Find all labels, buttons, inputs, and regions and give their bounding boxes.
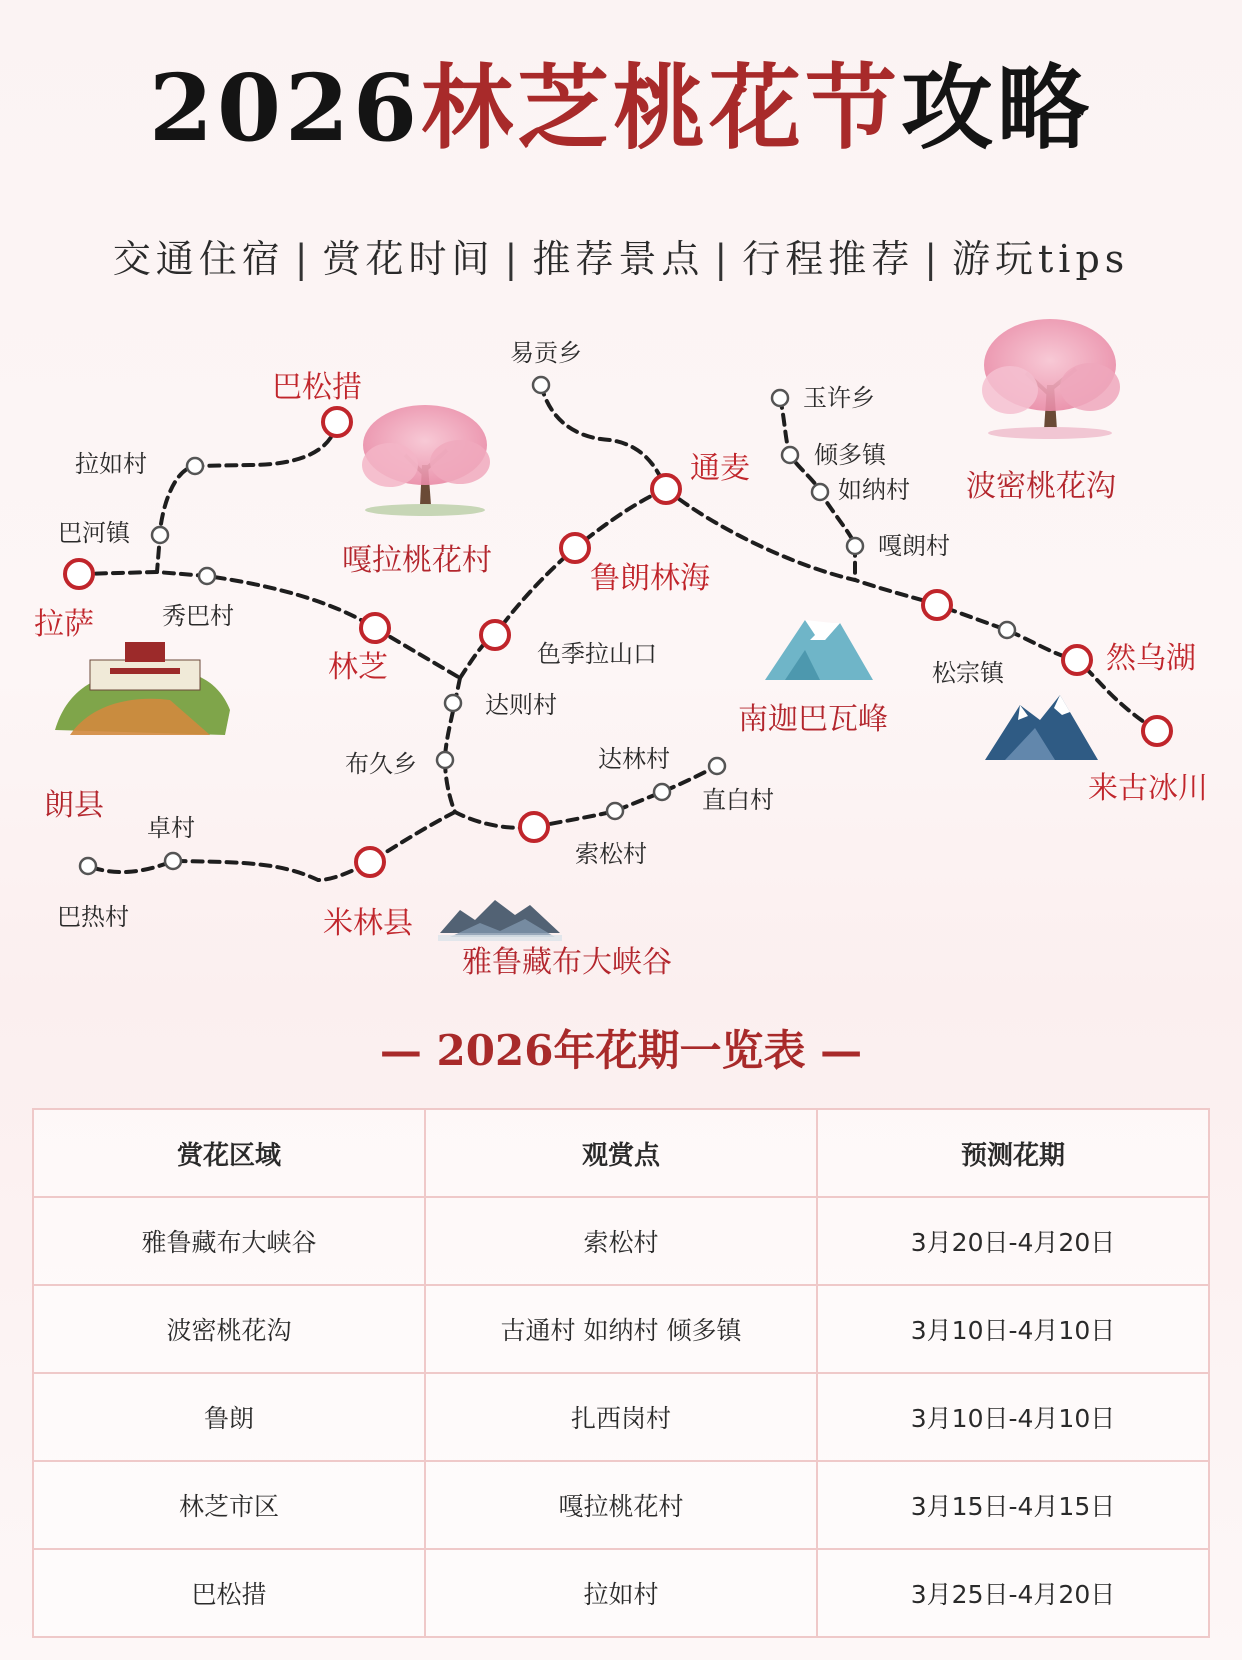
region-label-bomi: 波密桃花沟 — [966, 470, 1116, 503]
stop-marker-ranwu[interactable] — [1063, 646, 1091, 674]
subtitle-separator: | — [294, 237, 313, 281]
stop-label-galang: 嘎朗村 — [878, 533, 950, 560]
table-cell-spot: 扎西岗村 — [425, 1373, 817, 1461]
stop-marker-laru[interactable] — [187, 458, 203, 474]
bloom-table-heading — [0, 1018, 1242, 1078]
table-cell-spot: 古通村 如纳村 倾多镇 — [425, 1285, 817, 1373]
subtitle-separator: | — [714, 237, 733, 281]
heading-dash-right: — — [820, 1026, 863, 1075]
table-cell-period: 3月20日-4月20日 — [817, 1197, 1209, 1285]
snow-mountain-icon — [985, 695, 1098, 760]
table-header-row — [33, 1109, 1209, 1197]
peach-tree-icon — [982, 319, 1120, 439]
subtitle-item: 行程推荐 — [742, 237, 915, 281]
stop-label-songzong: 松宗镇 — [932, 660, 1004, 687]
stop-marker-zhuo[interactable] — [165, 853, 181, 869]
region-label-yarlung: 雅鲁藏布大峡谷 — [462, 946, 672, 979]
table-cell-period: 3月10日-4月10日 — [817, 1373, 1209, 1461]
table-cell-region: 林芝市区 — [33, 1461, 425, 1549]
stop-label-lulang: 鲁朗林海 — [590, 562, 710, 595]
stop-label-bahe: 巴河镇 — [58, 520, 130, 547]
stop-label-ranwu: 然乌湖 — [1106, 642, 1196, 675]
stop-marker-songzong[interactable] — [999, 622, 1015, 638]
stop-marker-zhibai-2[interactable] — [607, 803, 623, 819]
stop-marker-dalin[interactable] — [709, 758, 725, 774]
canyon-mountain-icon — [438, 900, 562, 941]
table-cell-period: 3月25日-4月20日 — [817, 1549, 1209, 1637]
subtitle-item: 推荐景点 — [532, 237, 705, 281]
column-header-period: 预测花期 — [817, 1109, 1209, 1197]
stop-marker-zhibai-1[interactable] — [654, 784, 670, 800]
stop-marker-runa[interactable] — [812, 484, 828, 500]
table-cell-spot: 拉如村 — [425, 1549, 817, 1637]
peach-tree-icon — [362, 405, 490, 516]
subtitle-separator: | — [504, 237, 523, 281]
stop-label-zhibai: 直白村 — [702, 787, 774, 814]
stop-marker-suosong[interactable] — [520, 813, 548, 841]
stop-label-laru: 拉如村 — [75, 451, 147, 478]
stop-label-lhasa: 拉萨 — [34, 608, 94, 641]
subtitle-item: 游玩tips — [952, 237, 1130, 281]
potala-palace-icon — [55, 642, 230, 735]
stop-marker-lhasa[interactable] — [65, 560, 93, 588]
subtitle-bar — [0, 228, 1242, 283]
stop-marker-yigong[interactable] — [533, 377, 549, 393]
stop-label-runa: 如纳村 — [838, 477, 910, 504]
stop-label-bujiu: 布久乡 — [345, 751, 417, 778]
stop-marker-daze[interactable] — [445, 695, 461, 711]
table-row — [33, 1549, 1209, 1637]
stop-marker-lulang[interactable] — [561, 534, 589, 562]
route-tongmai-laigu — [666, 489, 1157, 731]
route-basongcuo — [157, 422, 337, 572]
region-label-namjagbarwa: 南迦巴瓦峰 — [738, 703, 888, 736]
table-cell-period: 3月10日-4月10日 — [817, 1285, 1209, 1373]
table-cell-region: 波密桃花沟 — [33, 1285, 425, 1373]
table-cell-region: 巴松措 — [33, 1549, 425, 1637]
stop-marker-bujiu[interactable] — [437, 752, 453, 768]
heading-text: 2026年花期一览表 — [436, 1026, 806, 1075]
stop-label-xiuba: 秀巴村 — [162, 603, 234, 630]
subtitle-item: 赏花时间 — [322, 237, 495, 281]
stop-label-linzhi: 林芝 — [328, 651, 388, 684]
stop-marker-sejila[interactable] — [481, 621, 509, 649]
heading-dash-left: — — [379, 1026, 422, 1075]
stop-marker-galang[interactable] — [847, 538, 863, 554]
stop-label-sejila: 色季拉山口 — [537, 641, 657, 668]
stop-label-suosong: 索松村 — [575, 841, 647, 868]
title-guide: 攻略 — [901, 54, 1094, 162]
table-cell-spot: 索松村 — [425, 1197, 817, 1285]
table-row — [33, 1373, 1209, 1461]
table-cell-spot: 嘎拉桃花村 — [425, 1461, 817, 1549]
stop-marker-xiuba[interactable] — [199, 568, 215, 584]
stop-marker-linzhi[interactable] — [361, 614, 389, 642]
region-label-langxian: 朗县 — [44, 789, 104, 822]
title-year: 2026 — [148, 54, 422, 162]
stop-marker-tongmai[interactable] — [652, 475, 680, 503]
snow-mountain-icon — [765, 620, 873, 680]
stop-label-tongmai: 通麦 — [690, 452, 750, 485]
column-header-region: 赏花区域 — [33, 1109, 425, 1197]
stop-marker-basongcuo[interactable] — [323, 408, 351, 436]
stop-label-laigu: 来古冰川 — [1088, 772, 1208, 805]
table-cell-period: 3月15日-4月15日 — [817, 1461, 1209, 1549]
route-map — [0, 300, 1242, 1000]
route-suosong-zhibai — [534, 766, 717, 827]
stop-label-yigong: 易贡乡 — [510, 340, 582, 367]
stop-marker-yuxu[interactable] — [772, 390, 788, 406]
stop-label-basongcuo: 巴松措 — [272, 371, 362, 404]
title-festival: 林芝桃花节 — [421, 54, 902, 162]
stop-label-bare: 巴热村 — [57, 904, 129, 931]
stop-label-mainling: 米林县 — [323, 907, 413, 940]
route-mainling — [88, 812, 455, 880]
table-row — [33, 1461, 1209, 1549]
stop-label-daze: 达则村 — [485, 692, 557, 719]
column-header-spot: 观赏点 — [425, 1109, 817, 1197]
stop-marker-mainling[interactable] — [356, 848, 384, 876]
stop-marker-bare[interactable] — [80, 858, 96, 874]
subtitle-item: 交通住宿 — [112, 237, 285, 281]
route-yigong — [541, 385, 666, 489]
stop-marker-laigu[interactable] — [1143, 717, 1171, 745]
subtitle-separator: | — [924, 237, 943, 281]
stop-label-dalin: 达林村 — [598, 746, 670, 773]
stop-marker-bahe[interactable] — [152, 527, 168, 543]
stop-label-qingduo: 倾多镇 — [814, 442, 886, 469]
region-label-gala: 嘎拉桃花村 — [342, 544, 492, 577]
table-cell-region: 雅鲁藏布大峡谷 — [33, 1197, 425, 1285]
table-row — [33, 1197, 1209, 1285]
stop-marker-songzong-junction[interactable] — [923, 591, 951, 619]
stop-marker-qingduo[interactable] — [782, 447, 798, 463]
bloom-period-table — [32, 1108, 1210, 1638]
table-row — [33, 1285, 1209, 1373]
stop-label-zhuo: 卓村 — [147, 815, 195, 842]
page-title — [0, 54, 1242, 162]
table-cell-region: 鲁朗 — [33, 1373, 425, 1461]
stop-label-yuxu: 玉许乡 — [803, 385, 875, 412]
